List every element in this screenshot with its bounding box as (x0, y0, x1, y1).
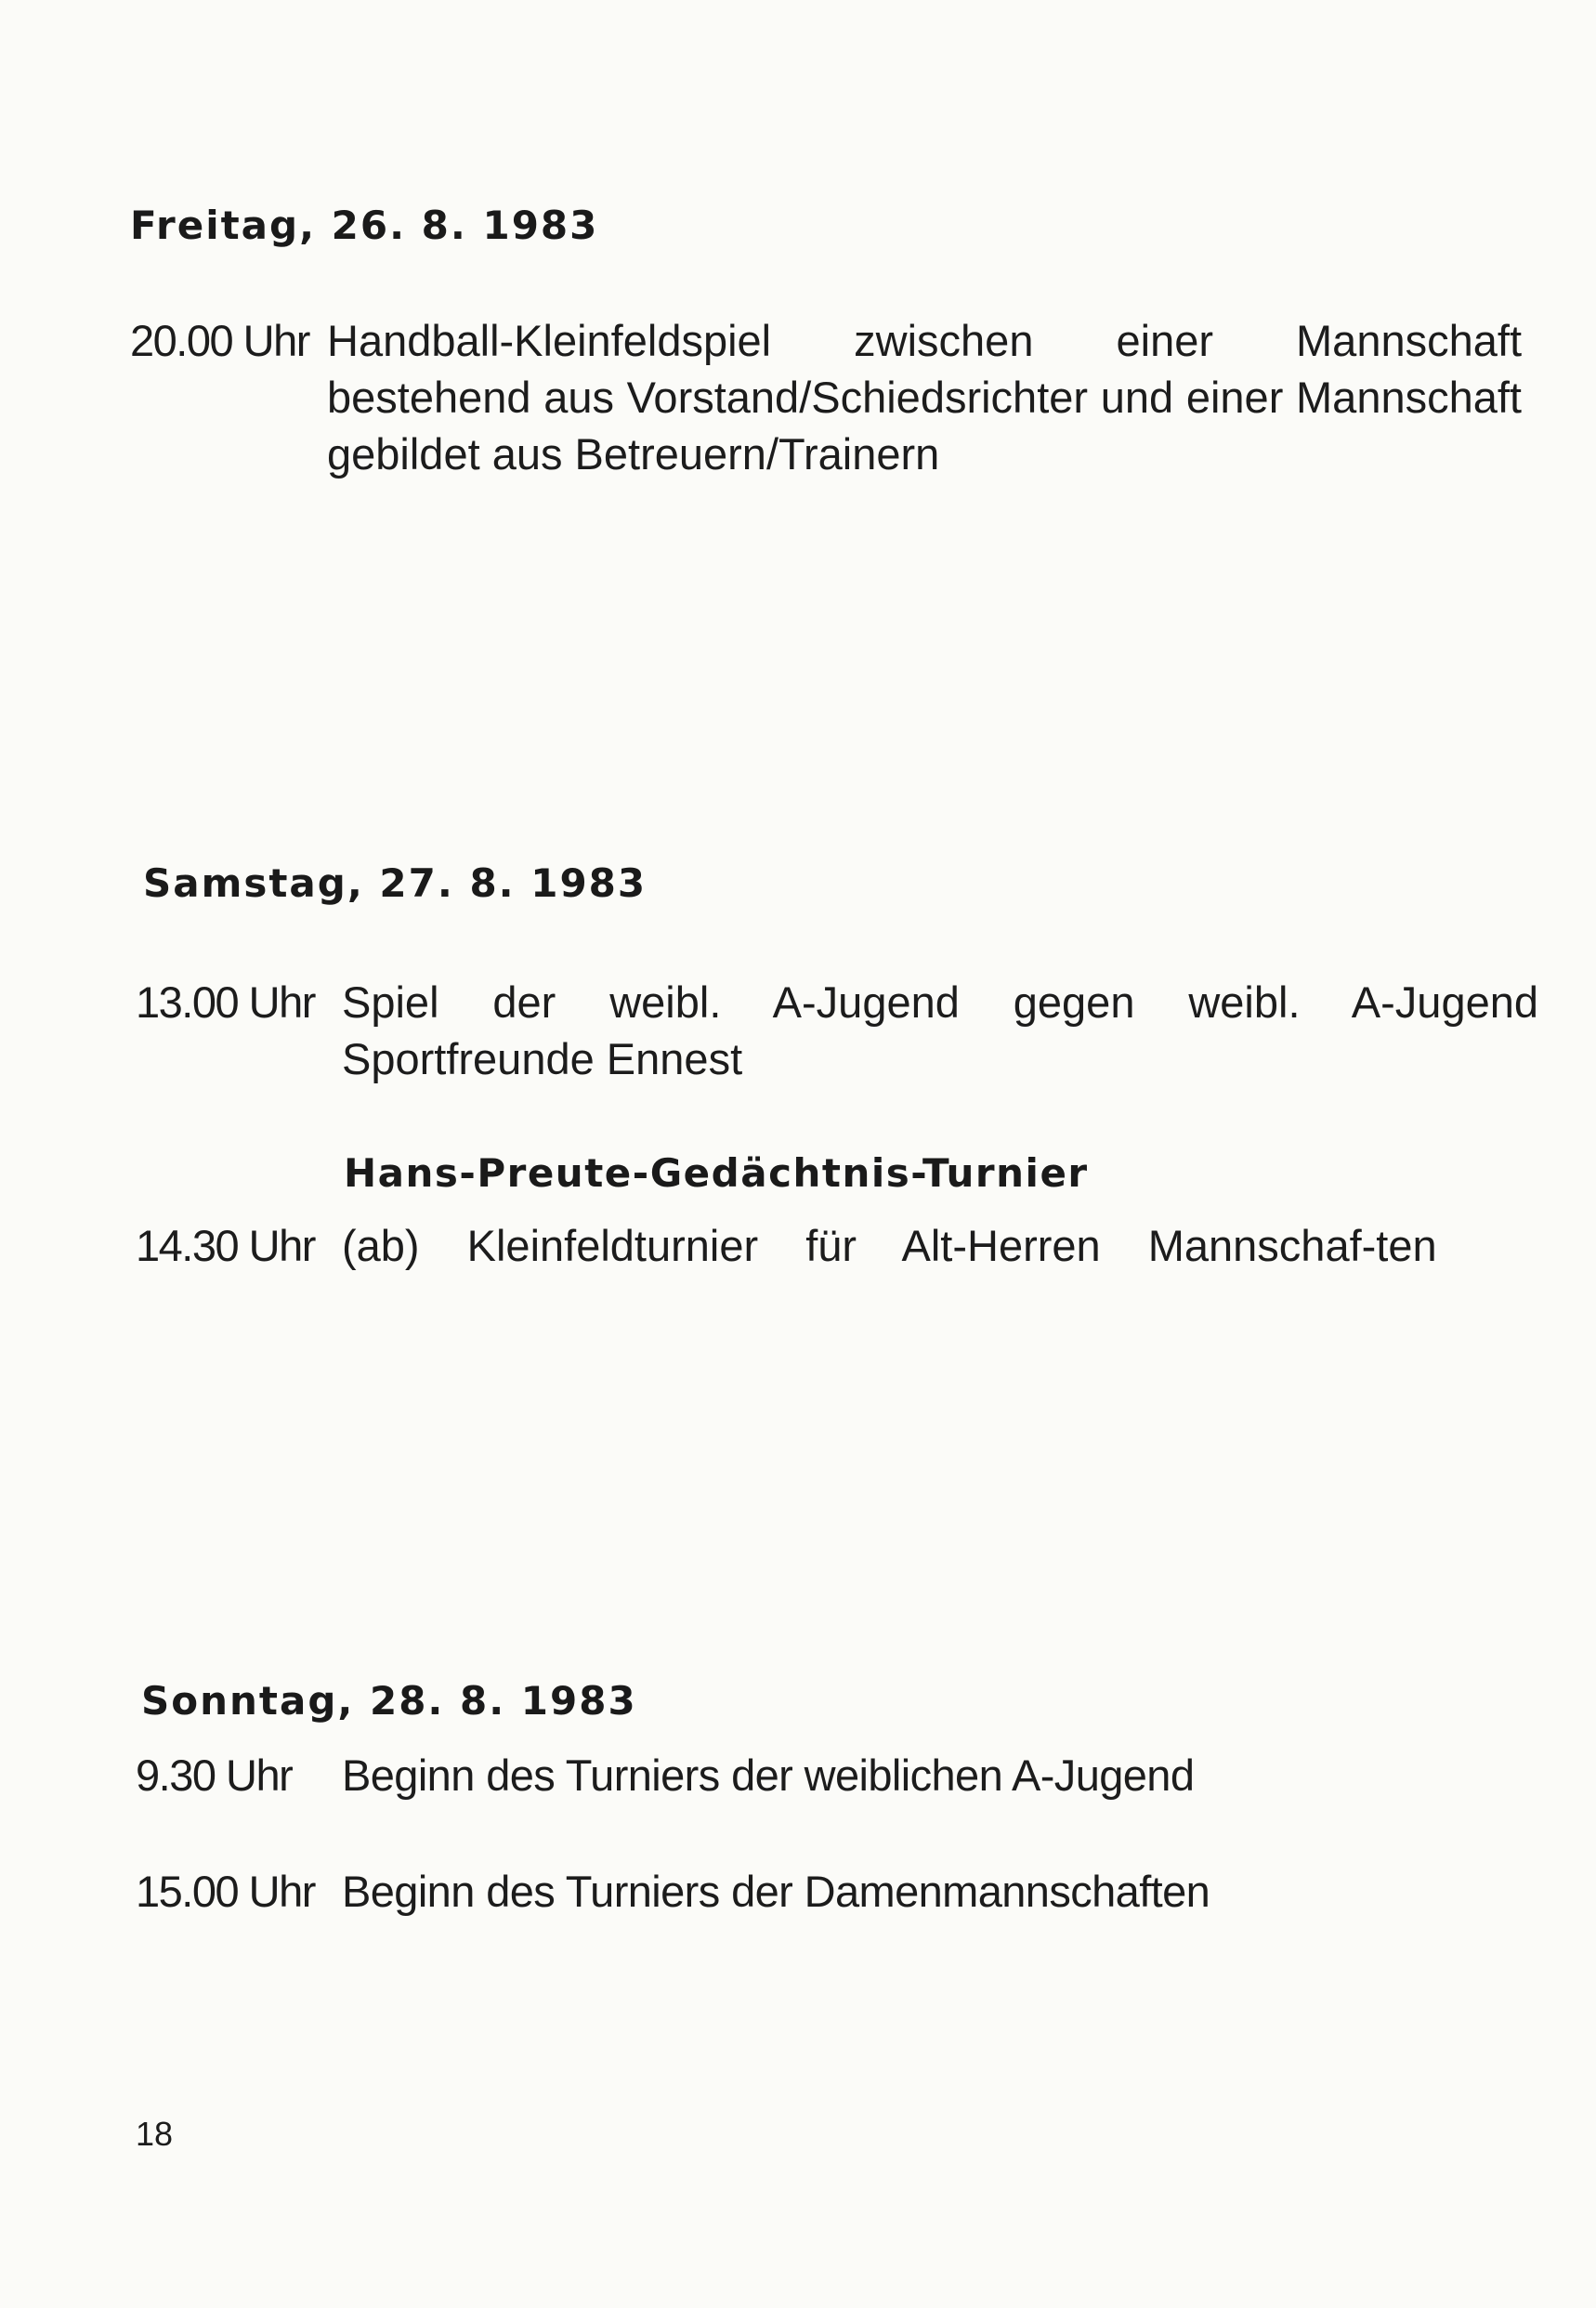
schedule-entry (130, 312, 1522, 489)
entry-text: Beginn des Turniers der weiblichen A-Jugend (342, 1751, 1195, 1800)
entry-text: Handball-Kleinfeldspiel zwischen einer Mannschaft bestehend aus Vorstand/Schiedsrichter und einer Mannschaft gebildet aus Betreuern/Trainern (327, 316, 1522, 479)
schedule-entry (136, 1863, 1408, 1922)
day-heading-sunday: Sonntag, 28. 8. 1983 (141, 1678, 637, 1724)
day-heading-friday: Freitag, 26. 8. 1983 (130, 203, 599, 248)
entry-time: 20.00 Uhr (130, 316, 309, 365)
schedule-entry (136, 974, 1538, 1095)
entry-time: 13.00 Uhr (136, 977, 315, 1027)
entry-time: 15.00 Uhr (136, 1867, 315, 1916)
day-heading-saturday: Samstag, 27. 8. 1983 (143, 860, 648, 906)
entry-text: (ab) Kleinfeldturnier für Alt-Herren Mannschaf-ten (342, 1221, 1437, 1270)
entry-text: Beginn des Turniers der Damenmannschaften (342, 1867, 1210, 1916)
entry-time: 9.30 Uhr (136, 1751, 293, 1800)
schedule-entry (136, 1217, 1437, 1338)
entry-time: 14.30 Uhr (136, 1221, 315, 1270)
page-number: 18 (136, 2115, 174, 2153)
schedule-entry (136, 1747, 1408, 1806)
entry-text: Spiel der weibl. A-Jugend gegen weibl. A-Jugend Sportfreunde Ennest (342, 977, 1538, 1083)
tournament-subheading: Hans-Preute-Gedächtnis-Turnier (344, 1150, 1089, 1196)
